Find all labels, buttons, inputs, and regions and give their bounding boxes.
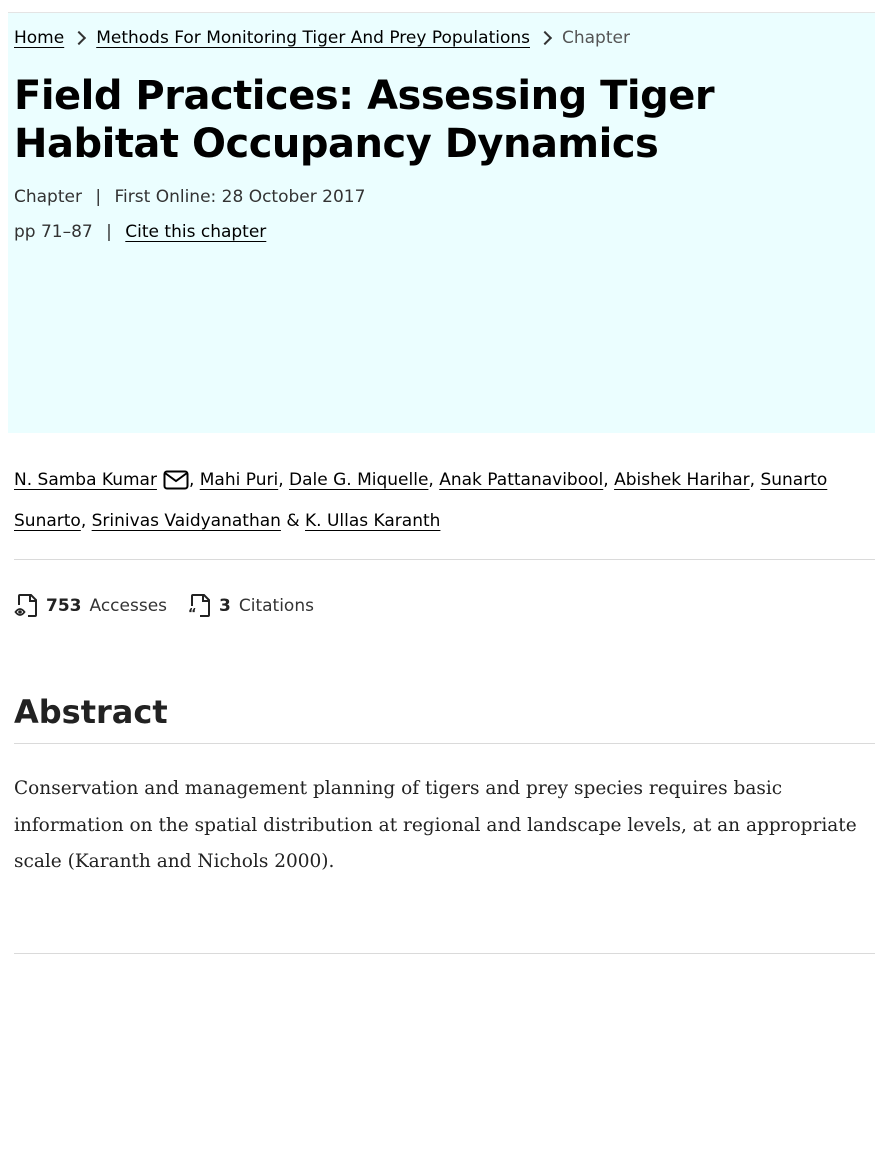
content-type: Chapter: [14, 187, 82, 207]
author-separator: ,: [278, 470, 284, 490]
article-metrics: [14, 593, 334, 619]
divider: [14, 953, 875, 954]
meta-divider: |: [106, 222, 112, 242]
first-online-date: First Online: 28 October 2017: [114, 187, 366, 207]
citations-label: Citations: [238, 596, 314, 616]
author-separator: ,: [80, 511, 87, 531]
author-link[interactable]: N. Samba Kumar: [14, 470, 157, 490]
chevron-right-icon: [72, 31, 86, 45]
abstract-heading: Abstract: [14, 693, 168, 731]
author-link[interactable]: Dale G. Miquelle: [289, 470, 429, 490]
author-link[interactable]: Sunarto Sunarto: [14, 470, 828, 531]
chapter-pages-row: [14, 220, 266, 244]
citations-metric: [187, 593, 314, 619]
author-link[interactable]: Srinivas Vaidyanathan: [91, 511, 281, 531]
document-eye-icon: [14, 593, 40, 619]
breadcrumb-current: Chapter: [562, 28, 630, 48]
citations-count: 3: [219, 596, 231, 616]
cite-chapter-link[interactable]: Cite this chapter: [125, 222, 267, 242]
author-separator: ,: [188, 470, 195, 490]
page-range: pp 71–87: [14, 222, 93, 242]
meta-divider: |: [95, 187, 102, 207]
accesses-metric: [14, 593, 167, 619]
accesses-label: Accesses: [89, 596, 168, 616]
divider: [14, 559, 875, 560]
author-separator: ,: [428, 470, 434, 490]
author-list: [14, 462, 874, 539]
author-separator: ,: [603, 470, 609, 490]
chevron-right-icon: [538, 31, 552, 45]
author-link[interactable]: Mahi Puri: [199, 470, 279, 490]
breadcrumb-book-link[interactable]: Methods For Monitoring Tiger And Prey Populations: [96, 28, 530, 48]
accesses-count: 753: [46, 596, 82, 616]
breadcrumb: [14, 26, 630, 50]
author-separator: ,: [749, 470, 756, 490]
author-separator: &: [286, 511, 300, 531]
author-link[interactable]: Anak Pattanavibool: [439, 470, 604, 490]
author-link[interactable]: K. Ullas Karanth: [305, 511, 441, 531]
document-quote-icon: [187, 593, 213, 619]
author-link[interactable]: Abishek Harihar: [614, 470, 750, 490]
divider: [14, 743, 875, 744]
abstract-text: Conservation and management planning of tigers and prey species requires basic information on the spatial distribution at regional and landscape levels, at an appropriate scale (Karanth and Nichols 2000).: [14, 778, 857, 872]
svg-text:“: “: [188, 607, 197, 619]
breadcrumb-home-link[interactable]: Home: [14, 28, 65, 48]
page-title: Field Practices: Assessing Tiger Habitat Occupancy Dynamics: [14, 73, 715, 167]
chapter-meta: [14, 185, 365, 209]
envelope-icon[interactable]: [163, 467, 189, 503]
